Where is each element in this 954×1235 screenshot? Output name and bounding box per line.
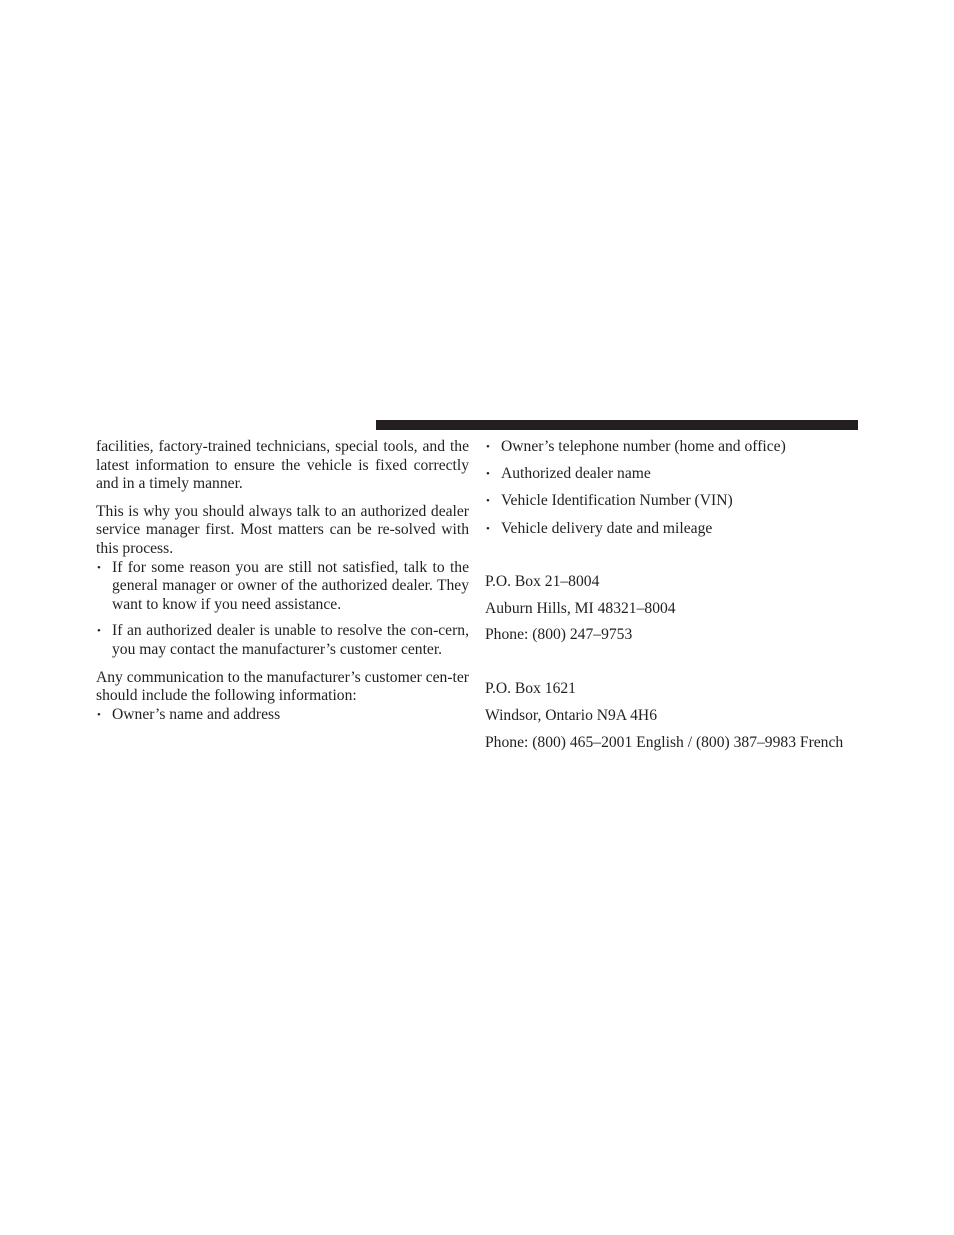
- list-item: [96, 706, 469, 725]
- section-header-rule: [376, 420, 858, 430]
- list-item-text: If an authorized dealer is unable to resolve the con-cern, you may contact the manufacturer’s customer center.: [112, 622, 469, 658]
- paragraph-dealer-facilities: facilities, factory-trained technicians, special tools, and the latest information to ensure the vehicle is fixed correctly and in a timely manner.: [96, 438, 469, 493]
- canada-city: Windsor, Ontario N9A 4H6: [485, 706, 657, 724]
- bullet-icon: •: [486, 441, 490, 453]
- required-info-list: [96, 706, 469, 725]
- list-item-text: If for some reason you are still not satisfied, talk to the general manager or owner of the authorized dealer. They want to know if you need assistance.: [112, 558, 469, 613]
- left-column: [96, 438, 469, 724]
- paragraph-communication-info: Any communication to the manufacturer’s customer cen-ter should include the following information:: [96, 668, 469, 705]
- us-po-box: P.O. Box 21–8004: [485, 573, 600, 591]
- list-item-text: Vehicle delivery date and mileage: [501, 519, 713, 537]
- bullet-icon: •: [486, 495, 490, 508]
- list-item: [485, 492, 865, 511]
- list-item-text: Authorized dealer name: [501, 465, 651, 483]
- bullet-icon: •: [97, 708, 101, 721]
- list-item: [96, 622, 469, 659]
- list-item: [96, 559, 469, 615]
- canada-phone: Phone: (800) 465–2001 English / (800) 387–9983 French: [485, 733, 844, 751]
- paragraph-service-manager: This is why you should always talk to an authorized dealer service manager first. Most matters can be re-solved with this process.: [96, 502, 469, 557]
- list-item-text: Owner’s name and address: [112, 705, 281, 723]
- list-item: [485, 465, 865, 484]
- bullet-icon: •: [486, 522, 490, 535]
- bullet-icon: •: [97, 561, 101, 574]
- us-phone: Phone: (800) 247–9753: [485, 626, 633, 644]
- bullet-icon: •: [97, 625, 101, 638]
- canada-address-block: [485, 680, 865, 751]
- list-item: [485, 438, 865, 457]
- required-info-list-continued: [485, 438, 865, 538]
- right-column: [485, 438, 865, 752]
- list-item-text: Owner’s telephone number (home and office): [501, 438, 786, 455]
- us-address-block: [485, 573, 865, 644]
- list-item-text: Vehicle Identification Number (VIN): [501, 492, 733, 510]
- escalation-list: [96, 559, 469, 660]
- list-item: [485, 520, 865, 539]
- canada-po-box: P.O. Box 1621: [485, 680, 576, 698]
- bullet-icon: •: [486, 468, 490, 481]
- us-city: Auburn Hills, MI 48321–8004: [485, 599, 676, 617]
